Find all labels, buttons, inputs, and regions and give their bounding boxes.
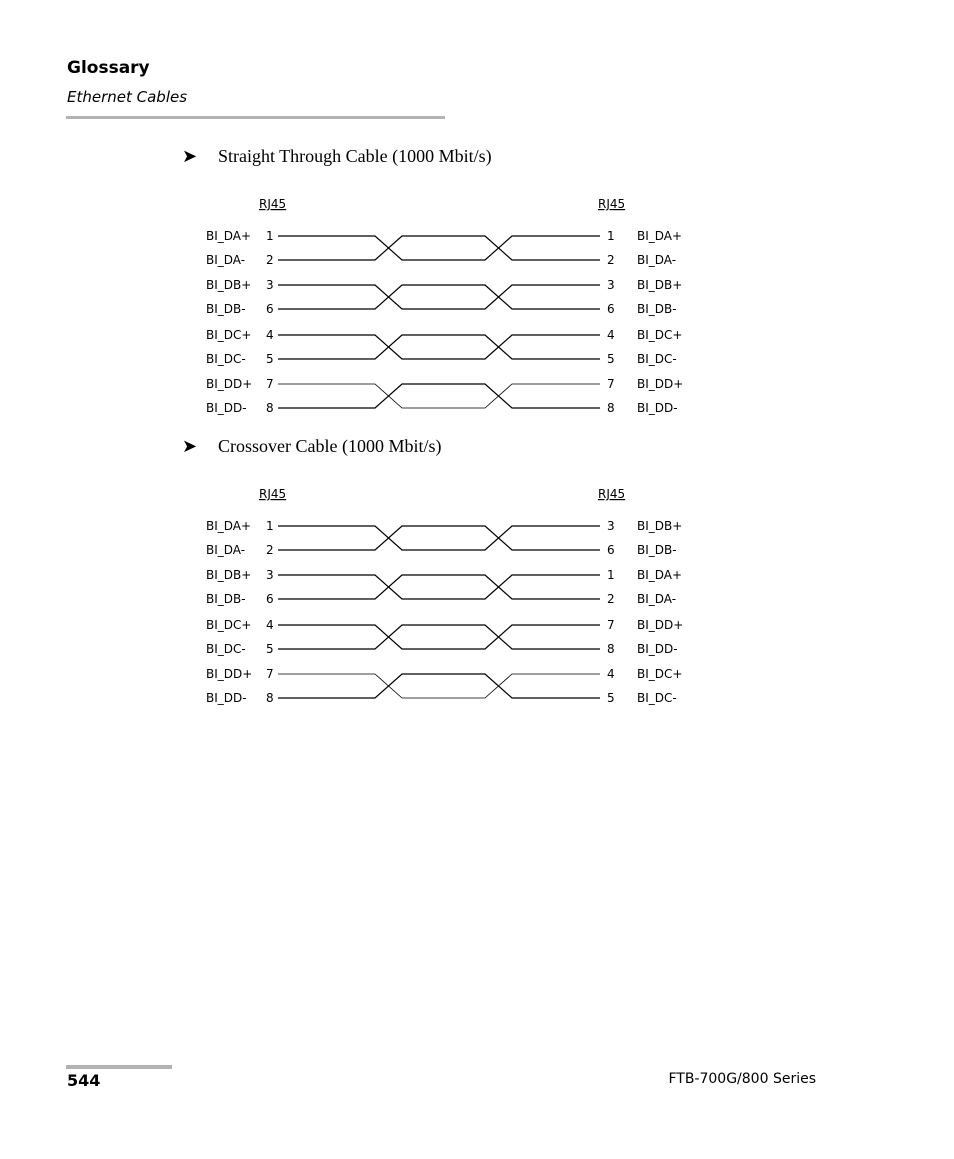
wire-path: [278, 236, 600, 260]
left-pin-number: 7: [266, 667, 274, 681]
right-pin-number: 1: [607, 568, 615, 582]
wire-path: [278, 335, 600, 359]
header-divider: [66, 116, 445, 119]
wire-path: [278, 285, 600, 309]
left-signal-label: BI_DC+: [206, 328, 252, 342]
footer-series: FTB-700G/800 Series: [668, 1071, 816, 1087]
left-pin-number: 3: [266, 278, 274, 292]
left-connector-label: RJ45: [259, 197, 287, 211]
wire-path: [278, 384, 600, 408]
wire-path: [278, 335, 600, 359]
wire-path: [278, 384, 600, 408]
left-connector-label: RJ45: [259, 487, 287, 501]
right-pin-number: 6: [607, 543, 615, 557]
left-pin-number: 7: [266, 377, 274, 391]
right-signal-label: BI_DA-: [637, 592, 677, 606]
wire-path: [278, 674, 600, 698]
left-pin-number: 1: [266, 229, 274, 243]
wire-path: [278, 526, 600, 550]
right-pin-number: 3: [607, 519, 615, 533]
left-signal-label: BI_DA+: [206, 519, 252, 533]
page-header-subtitle: Ethernet Cables: [67, 88, 188, 106]
right-connector-label: RJ45: [598, 197, 626, 211]
left-signal-label: BI_DA-: [206, 253, 246, 267]
right-signal-label: BI_DB-: [637, 543, 677, 557]
right-pin-number: 8: [607, 642, 615, 656]
right-signal-label: BI_DD+: [637, 377, 684, 391]
wire-path: [278, 625, 600, 649]
left-signal-label: BI_DC+: [206, 618, 252, 632]
right-pin-number: 7: [607, 377, 615, 391]
page-number: 544: [67, 1071, 101, 1090]
wire-path: [278, 236, 600, 260]
right-pin-number: 4: [607, 667, 615, 681]
arrow-bullet-icon: ➤: [182, 436, 198, 456]
left-pin-number: 6: [266, 592, 274, 606]
left-signal-label: BI_DD+: [206, 667, 253, 681]
right-pin-number: 4: [607, 328, 615, 342]
section-heading-crossover: [182, 436, 441, 457]
wire-path: [278, 526, 600, 550]
right-signal-label: BI_DD-: [637, 642, 678, 656]
left-pin-number: 8: [266, 691, 274, 705]
wire-path: [278, 575, 600, 599]
left-pin-number: 1: [266, 519, 274, 533]
left-pin-number: 8: [266, 401, 274, 415]
footer-divider: [66, 1065, 172, 1069]
left-signal-label: BI_DD-: [206, 691, 247, 705]
right-pin-number: 2: [607, 253, 615, 267]
left-signal-label: BI_DA+: [206, 229, 252, 243]
right-signal-label: BI_DA+: [637, 568, 683, 582]
section-heading-text: Crossover Cable (1000 Mbit/s): [218, 436, 442, 456]
left-pin-number: 2: [266, 253, 274, 267]
left-signal-label: BI_DA-: [206, 543, 246, 557]
right-signal-label: BI_DC-: [637, 691, 677, 705]
right-signal-label: BI_DC+: [637, 667, 683, 681]
right-signal-label: BI_DD+: [637, 618, 684, 632]
right-pin-number: 8: [607, 401, 615, 415]
right-pin-number: 6: [607, 302, 615, 316]
right-pin-number: 2: [607, 592, 615, 606]
left-pin-number: 4: [266, 618, 274, 632]
straight-through-diagram: [190, 192, 710, 427]
left-signal-label: BI_DB+: [206, 568, 252, 582]
left-signal-label: BI_DC-: [206, 352, 246, 366]
section-heading-straight: [182, 146, 492, 167]
right-signal-label: BI_DC+: [637, 328, 683, 342]
left-signal-label: BI_DD-: [206, 401, 247, 415]
left-signal-label: BI_DB+: [206, 278, 252, 292]
wire-path: [278, 575, 600, 599]
left-pin-number: 4: [266, 328, 274, 342]
right-signal-label: BI_DB+: [637, 278, 683, 292]
right-signal-label: BI_DB+: [637, 519, 683, 533]
left-pin-number: 5: [266, 352, 274, 366]
right-signal-label: BI_DA+: [637, 229, 683, 243]
right-connector-label: RJ45: [598, 487, 626, 501]
wire-path: [278, 625, 600, 649]
left-pin-number: 6: [266, 302, 274, 316]
wire-path: [278, 285, 600, 309]
right-signal-label: BI_DC-: [637, 352, 677, 366]
right-signal-label: BI_DA-: [637, 253, 677, 267]
left-signal-label: BI_DB-: [206, 302, 246, 316]
right-signal-label: BI_DD-: [637, 401, 678, 415]
left-pin-number: 2: [266, 543, 274, 557]
right-pin-number: 7: [607, 618, 615, 632]
section-heading-text: Straight Through Cable (1000 Mbit/s): [218, 146, 492, 166]
left-pin-number: 5: [266, 642, 274, 656]
left-signal-label: BI_DD+: [206, 377, 253, 391]
left-pin-number: 3: [266, 568, 274, 582]
wire-path: [278, 674, 600, 698]
right-pin-number: 3: [607, 278, 615, 292]
left-signal-label: BI_DC-: [206, 642, 246, 656]
right-pin-number: 5: [607, 352, 615, 366]
right-pin-number: 1: [607, 229, 615, 243]
page-header-title: Glossary: [67, 58, 150, 78]
left-signal-label: BI_DB-: [206, 592, 246, 606]
crossover-diagram: [190, 482, 710, 717]
arrow-bullet-icon: ➤: [182, 146, 198, 166]
right-pin-number: 5: [607, 691, 615, 705]
right-signal-label: BI_DB-: [637, 302, 677, 316]
